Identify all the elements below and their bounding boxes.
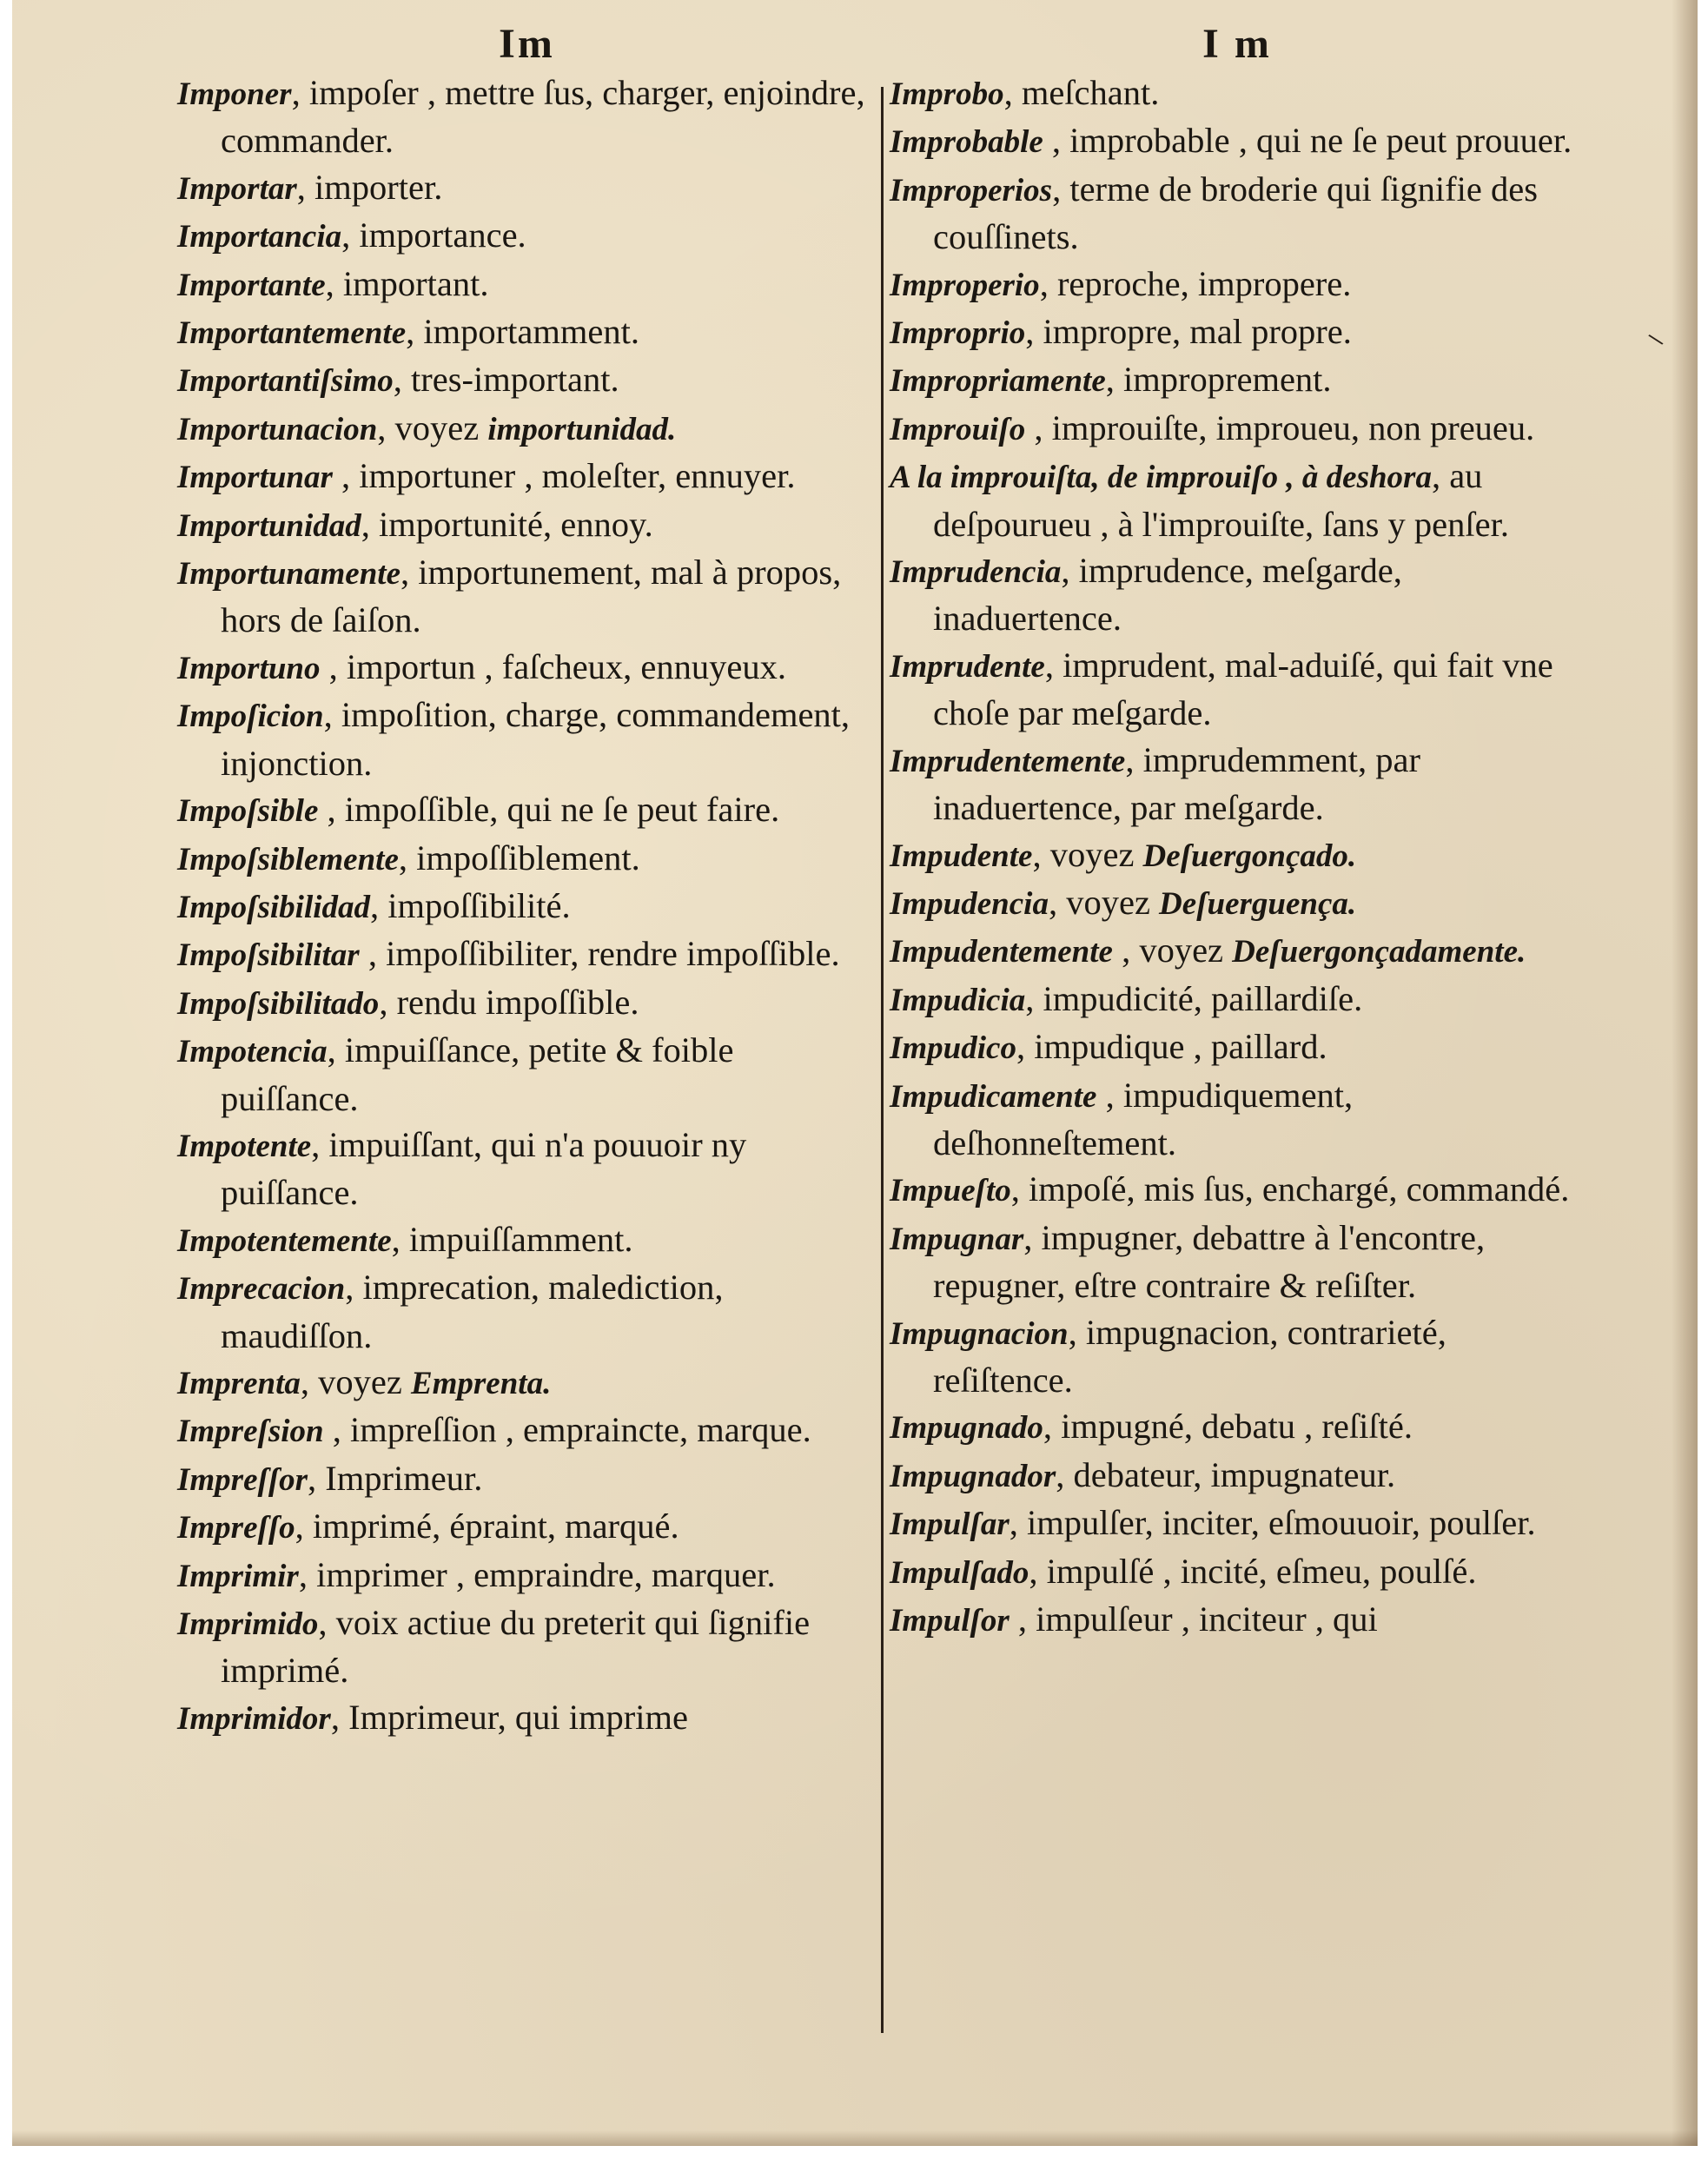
definition: , Imprimeur. — [308, 1458, 483, 1498]
definition: , impreſſion , empraincte, marque. — [323, 1410, 811, 1450]
headword: Imprimir — [177, 1558, 299, 1594]
definition: , voyez — [1112, 930, 1233, 970]
dictionary-entry — [177, 1694, 877, 1742]
cross-reference: Deſuergonçado. — [1142, 838, 1357, 874]
headword: Impotencia — [177, 1034, 328, 1070]
right-running-head: I m — [1202, 21, 1272, 67]
definition: , au deſpourueu , à l'improuiſte, ſans y penſer. — [933, 456, 1510, 544]
definition: , imprudent, mal-aduiſé, qui fait vne choſe par meſgarde. — [933, 645, 1553, 733]
dictionary-entry — [890, 1166, 1585, 1214]
definition: , importuner , moleſter, ennuyer. — [332, 456, 796, 496]
headword: Imprimidor — [177, 1700, 331, 1737]
definition: , importunité, ennoy. — [361, 504, 653, 544]
headword: Importancia — [177, 219, 342, 255]
definition: , impoſſiblement. — [398, 838, 640, 877]
definition: , improuiſte, improueu, non preueu. — [1025, 407, 1535, 447]
dictionary-entry — [177, 212, 877, 260]
headword: Impugnado — [890, 1410, 1043, 1447]
dictionary-entry — [890, 642, 1585, 737]
page-edge-shadow — [1672, 0, 1698, 2146]
dictionary-entry — [177, 1264, 877, 1359]
definition: , imprecation, malediction, maudiſſon. — [221, 1268, 724, 1355]
headword: Impudentemente — [890, 934, 1113, 970]
definition: , reproche, impropere. — [1039, 263, 1352, 303]
dictionary-entry — [177, 692, 877, 786]
definition: , importun , faſcheux, ennuyeux. — [320, 646, 787, 686]
definition: , voyez — [300, 1361, 411, 1401]
dictionary-entry — [890, 1023, 1585, 1071]
definition: , impuiſſamment. — [391, 1219, 633, 1259]
headword: Impoſsibilitado — [177, 985, 380, 1022]
headword: Impugnar — [890, 1221, 1024, 1257]
headword: Improperios — [890, 172, 1053, 209]
page-bottom-shadow — [12, 2130, 1698, 2146]
headword: Importunamente — [177, 556, 401, 593]
column-divider — [881, 87, 884, 2033]
definition: , impulſeur , inciteur , qui — [1009, 1599, 1378, 1639]
dictionary-entry — [177, 1455, 877, 1503]
definition: , impoſſibiliter, rendre impoſſible. — [359, 934, 840, 974]
dictionary-entry — [890, 737, 1585, 831]
cross-reference: Emprenta. — [410, 1365, 552, 1401]
dictionary-entry — [890, 1072, 1585, 1167]
definition: , impudicité, paillardiſe. — [1025, 978, 1363, 1018]
definition: , voyez — [377, 407, 488, 447]
headword: Impugnacion — [890, 1315, 1069, 1352]
dictionary-entry — [890, 547, 1585, 642]
headword: Importuno — [177, 650, 321, 686]
definition: , rendu impoſſible. — [379, 982, 639, 1022]
dictionary-entry — [177, 501, 877, 549]
dictionary-entry — [177, 405, 877, 453]
definition: , impropre, mal propre. — [1025, 312, 1352, 352]
dictionary-entry — [890, 1309, 1585, 1404]
dictionary-entry — [890, 453, 1585, 547]
headword: Impoſicion — [177, 699, 324, 735]
cross-reference: importunidad. — [487, 411, 677, 447]
dictionary-entry — [177, 835, 877, 883]
headword: Improperio — [890, 267, 1040, 303]
dictionary-entry — [890, 927, 1585, 975]
dictionary-entry — [177, 549, 877, 644]
dictionary-entry — [890, 356, 1585, 404]
headword: Improbo — [890, 76, 1004, 112]
headword: Impreſsion — [177, 1414, 324, 1450]
definition: , important. — [325, 263, 489, 303]
dictionary-entry — [890, 1548, 1585, 1596]
dictionary-entry — [177, 979, 877, 1027]
headword: Impulſor — [890, 1603, 1010, 1639]
headword: Importantiſsimo — [177, 363, 394, 400]
definition: , voyez — [1032, 834, 1143, 874]
dictionary-entry — [177, 308, 877, 356]
definition: , meſchant. — [1003, 73, 1160, 112]
headword: Impoſsiblemente — [177, 841, 399, 877]
dictionary-entry — [177, 164, 877, 212]
dictionary-entry — [890, 405, 1585, 453]
dictionary-entry — [177, 930, 877, 978]
definition: , importance. — [341, 215, 526, 255]
definition: , Imprimeur, qui imprime — [330, 1697, 688, 1737]
headword: Impudico — [890, 1030, 1016, 1067]
headword: Importar — [177, 170, 297, 207]
right-column — [890, 19, 1585, 1644]
definition: , importamment. — [406, 312, 639, 352]
dictionary-entry — [177, 1359, 877, 1407]
definition: , improbable , qui ne ſe peut prouuer. — [1043, 121, 1572, 161]
left-entry-list — [177, 70, 877, 1742]
headword: Importunacion — [177, 411, 378, 447]
headword: Impulſar — [890, 1506, 1010, 1543]
dictionary-entry — [890, 117, 1585, 165]
headword: Improuiſo — [890, 411, 1026, 447]
definition: , importer. — [296, 167, 443, 207]
cross-reference: Deſuerguença. — [1159, 885, 1357, 922]
definition: , terme de broderie qui ſignifie des couſſinets. — [933, 169, 1539, 257]
headword: A la improuiſta, de improuiſo , à deshora — [890, 460, 1432, 496]
definition: , impulſé , incité, eſmeu, poulſé. — [1029, 1551, 1477, 1591]
dictionary-entry — [177, 1216, 877, 1264]
definition: , impoſer , mettre ſus, charger, enjoindre, commander. — [221, 73, 865, 161]
headword: Importunar — [177, 460, 333, 496]
headword: Imprudentemente — [890, 743, 1126, 779]
definition: , improprement. — [1105, 360, 1332, 400]
headword: Imprudencia — [890, 554, 1062, 591]
headword: Impoſsibilitar — [177, 937, 360, 974]
headword: Impoſsibilidad — [177, 889, 371, 925]
dictionary-entry — [177, 453, 877, 500]
headword: Imprecacion — [177, 1271, 346, 1308]
dictionary-entry — [177, 1503, 877, 1551]
headword: Impreſſor — [177, 1461, 308, 1498]
definition: , imprimé, épraint, marqué. — [295, 1506, 679, 1546]
definition: , imprudence, meſgarde, inaduertence. — [933, 551, 1402, 639]
dictionary-entry — [890, 1596, 1585, 1644]
headword: Impudicia — [890, 982, 1026, 1018]
cross-reference: Deſuergonçadamente. — [1232, 934, 1526, 970]
ink-mark: ∖ — [1644, 328, 1668, 354]
dictionary-entry — [890, 879, 1585, 927]
definition: , impugné, debatu , reſiſté. — [1043, 1407, 1413, 1447]
definition: , imprimer , empraindre, marquer. — [298, 1554, 776, 1594]
definition: , voyez — [1048, 882, 1160, 922]
dictionary-entry — [890, 261, 1585, 308]
dictionary-entry — [890, 70, 1585, 117]
definition: , impugner, debattre à l'encontre, repugner, eſtre contraire & reſiſter. — [933, 1217, 1486, 1306]
dictionary-entry — [890, 1215, 1585, 1309]
dictionary-entry — [177, 1552, 877, 1599]
headword: Impueſto — [890, 1173, 1011, 1209]
headword: Imprenta — [177, 1365, 301, 1401]
definition: , impoſition, charge, commandement, injonction. — [221, 695, 851, 783]
dictionary-entry — [177, 1599, 877, 1694]
headword: Importante — [177, 267, 326, 303]
headword: Importunidad — [177, 507, 361, 544]
headword: Imprudente — [890, 648, 1045, 685]
headword: Impudencia — [890, 885, 1049, 922]
headword: Improprio — [890, 315, 1026, 352]
dictionary-entry — [177, 1407, 877, 1454]
dictionary-entry — [177, 644, 877, 692]
definition: , impuiſſant, qui n'a pouuoir ny puiſſance. — [221, 1124, 747, 1213]
dictionary-entry — [177, 356, 877, 404]
book-page — [12, 0, 1698, 2146]
definition: , impudiquement, deſhonneſtement. — [933, 1075, 1354, 1162]
headword: Impudente — [890, 838, 1033, 874]
dictionary-entry — [890, 166, 1585, 261]
dictionary-entry — [890, 308, 1585, 356]
definition: , impugnacion, contrarieté, reſiſtence. — [933, 1312, 1447, 1400]
headword: Importantemente — [177, 315, 407, 352]
dictionary-entry — [177, 1122, 877, 1216]
dictionary-entry — [890, 1500, 1585, 1547]
dictionary-entry — [890, 1403, 1585, 1451]
right-entry-list — [890, 70, 1585, 1644]
headword: Impoſsible — [177, 793, 319, 830]
headword: Impulſado — [890, 1554, 1029, 1591]
definition: , impoſſibilité. — [370, 885, 571, 925]
definition: , tres-important. — [393, 360, 619, 400]
dictionary-entry — [890, 831, 1585, 879]
dictionary-entry — [890, 976, 1585, 1023]
headword: Impotentemente — [177, 1222, 392, 1259]
dictionary-entry — [177, 261, 877, 308]
headword: Impropriamente — [890, 363, 1106, 400]
definition: , imprudemment, par inaduertence, par meſgarde. — [933, 739, 1421, 828]
left-column — [177, 19, 877, 1742]
definition: , impoſſible, qui ne ſe peut faire. — [318, 790, 780, 830]
definition: , importunement, mal à propos, hors de ſaiſon. — [221, 553, 842, 640]
dictionary-entry — [177, 786, 877, 834]
headword: Impudicamente — [890, 1078, 1097, 1115]
definition: , voix actiue du preterit qui ſignifie imprimé. — [221, 1603, 811, 1691]
definition: , impuiſſance, petite & foible puiſſance. — [221, 1030, 734, 1118]
definition: , impulſer, inciter, eſmouuoir, poulſer. — [1009, 1503, 1536, 1543]
dictionary-entry — [177, 883, 877, 930]
definition: , impoſé, mis ſus, enchargé, commandé. — [1010, 1169, 1570, 1209]
headword: Improbable — [890, 124, 1043, 161]
definition: , debateur, impugnateur. — [1056, 1454, 1396, 1494]
headword: Impreſſo — [177, 1510, 295, 1546]
headword: Imprimido — [177, 1606, 319, 1642]
headword: Impotente — [177, 1128, 312, 1164]
definition: , impudique , paillard. — [1016, 1027, 1327, 1067]
headword: Imponer — [177, 76, 292, 112]
left-running-head: Im — [499, 21, 555, 67]
dictionary-entry — [177, 1027, 877, 1122]
dictionary-entry — [890, 1452, 1585, 1500]
headword: Impugnador — [890, 1458, 1056, 1494]
dictionary-entry — [177, 70, 877, 164]
